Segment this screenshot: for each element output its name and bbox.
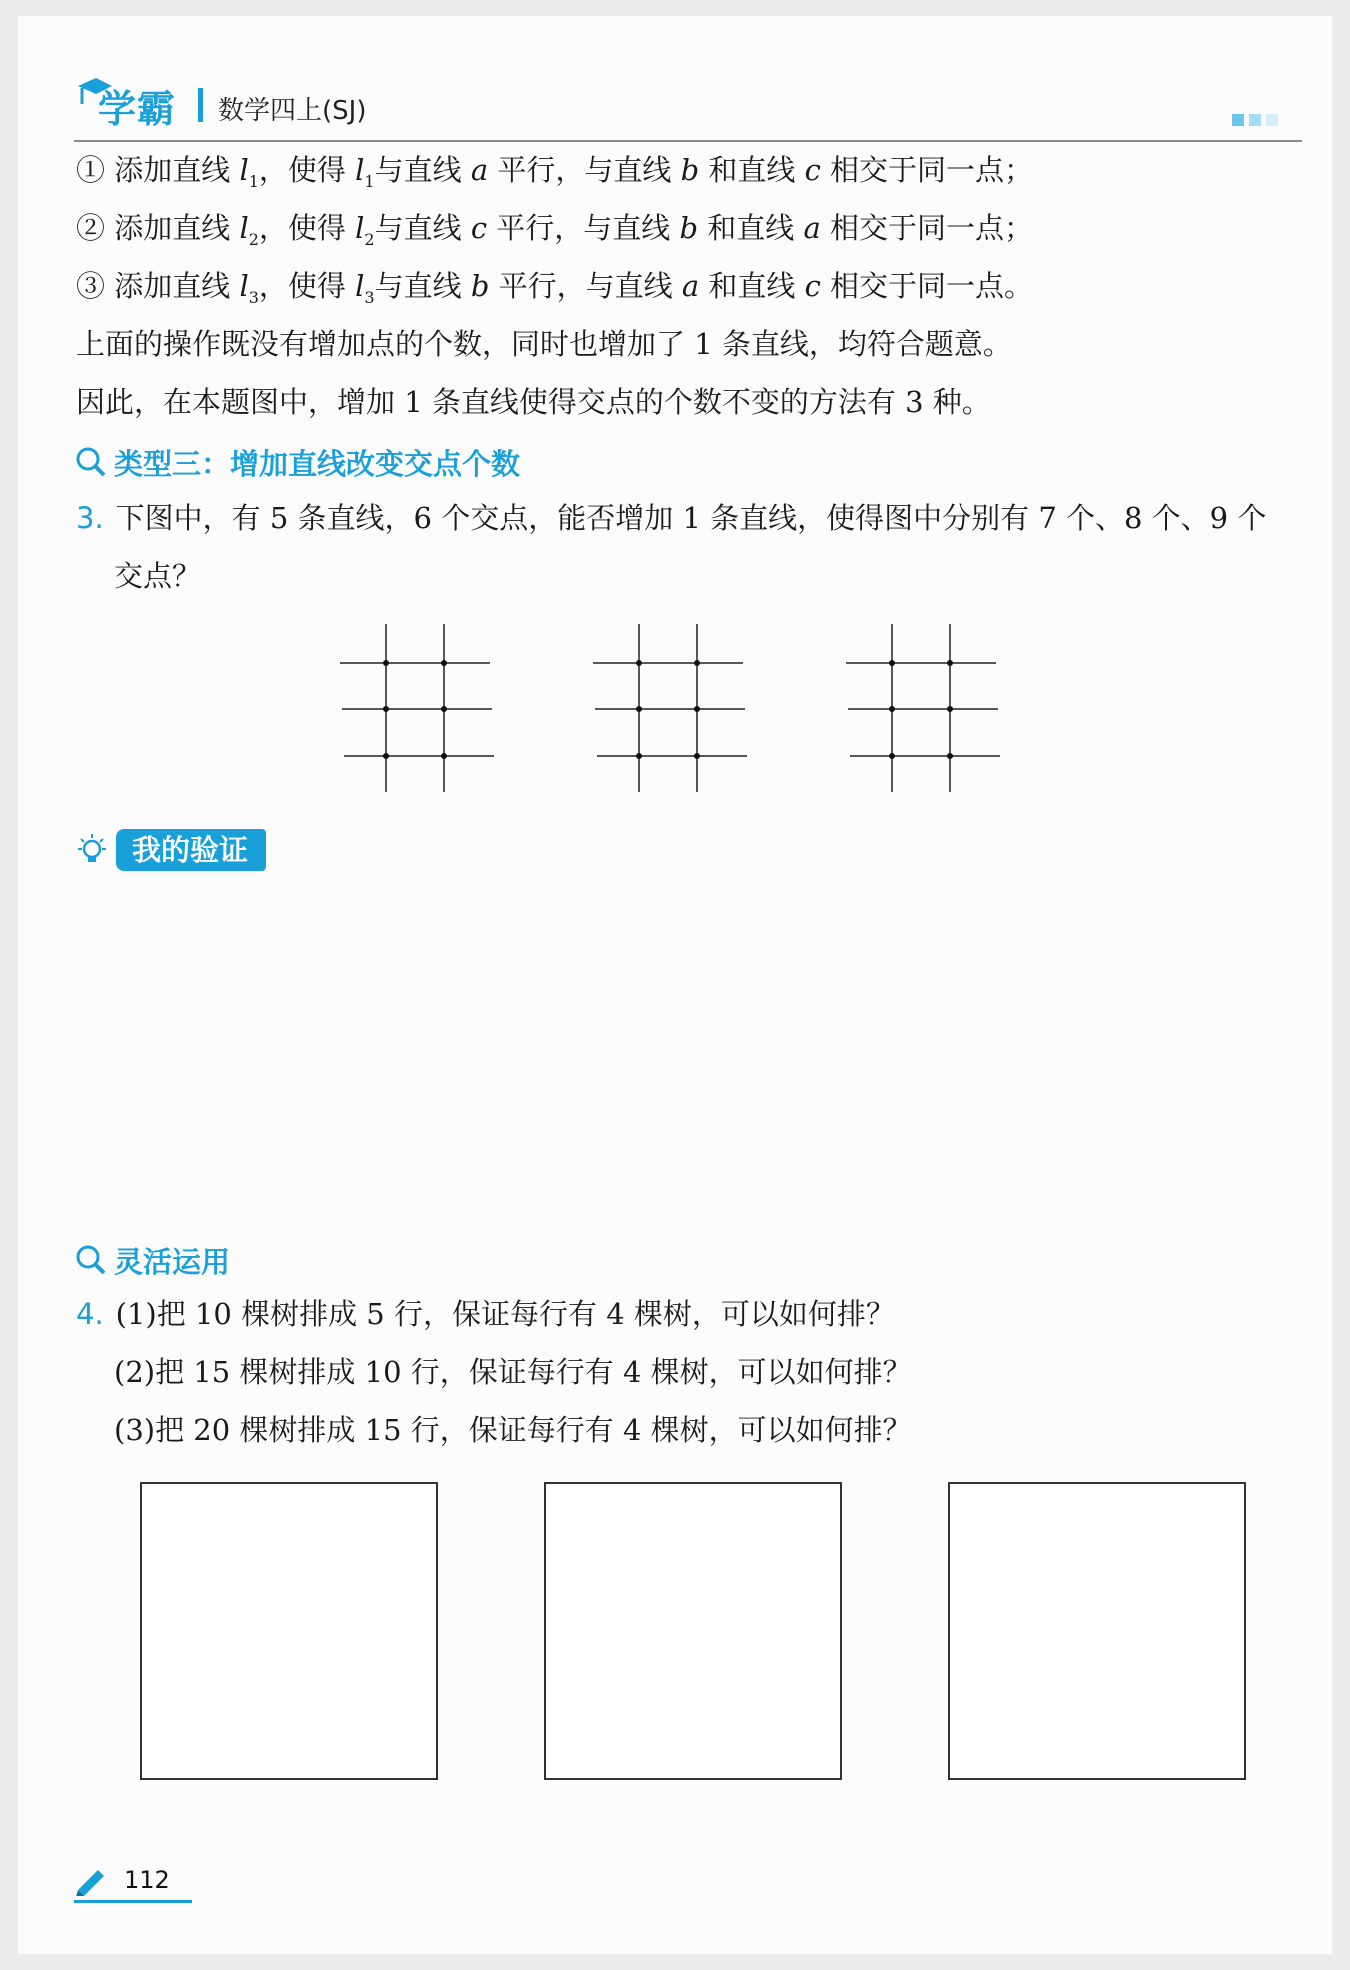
pencil-icon <box>74 1864 108 1896</box>
magnifier-icon <box>74 1243 108 1277</box>
lightbulb-icon <box>74 832 110 868</box>
question-3-line-1: 3. 下图中，有 5 条直线，6 个交点，能否增加 1 条直线，使得图中分别有 7 个、8 个、9 个 <box>76 501 1267 535</box>
answer-box-1[interactable] <box>140 1482 438 1780</box>
brand-divider <box>198 88 203 122</box>
step-1: ① 添加直线 $l_1$，使得 $l_1$与直线 a 平行，与直线 b 和直线 c 相交于同一点； <box>76 153 1034 191</box>
question-number: 4. <box>76 1297 104 1331</box>
brand-logo-text: 学霸 <box>98 87 177 131</box>
header-decoration <box>1232 114 1278 126</box>
header-rule <box>74 140 1302 142</box>
question-3-line-2: 交点？ <box>114 559 202 593</box>
book-title: 数学四上(SJ) <box>218 96 367 126</box>
question-4-part-3: (3)把 20 棵树排成 15 行，保证每行有 4 棵树，可以如何排？ <box>114 1413 912 1447</box>
page-footer <box>74 1864 194 1904</box>
line-figure-3 <box>846 624 1046 809</box>
worksheet-page <box>18 16 1332 1954</box>
question-number: 3. <box>76 501 104 535</box>
line-figure-1 <box>340 624 540 809</box>
explanation-paragraph-2: 因此，在本题图中，增加 1 条直线使得交点的个数不变的方法有 3 种。 <box>76 385 991 419</box>
answer-box-3[interactable] <box>948 1482 1246 1780</box>
my-verification-label: 我的验证 <box>74 828 266 872</box>
footer-rule <box>74 1900 192 1903</box>
page-number: 112 <box>124 1866 170 1894</box>
section-flexible-use-heading: 灵活运用 <box>74 1238 230 1282</box>
explanation-paragraph-1: 上面的操作既没有增加点的个数，同时也增加了 1 条直线，均符合题意。 <box>76 327 1012 361</box>
magnifier-icon <box>74 445 108 479</box>
page-header <box>74 66 1302 142</box>
step-3: ③ 添加直线 $l_3$，使得 $l_3$与直线 b 平行，与直线 a 和直线 c 相交于同一点。 <box>76 269 1034 307</box>
line-figure-2 <box>593 624 793 809</box>
section-type-3-heading: 类型三：增加直线改变交点个数 <box>74 440 520 484</box>
step-2: ② 添加直线 $l_2$，使得 $l_2$与直线 c 平行，与直线 b 和直线 a 相交于同一点； <box>76 211 1034 249</box>
question-4-part-1: 4. (1)把 10 棵树排成 5 行，保证每行有 4 棵树，可以如何排？ <box>76 1297 895 1331</box>
question-4-part-2: (2)把 15 棵树排成 10 行，保证每行有 4 棵树，可以如何排？ <box>114 1355 912 1389</box>
answer-box-2[interactable] <box>544 1482 842 1780</box>
